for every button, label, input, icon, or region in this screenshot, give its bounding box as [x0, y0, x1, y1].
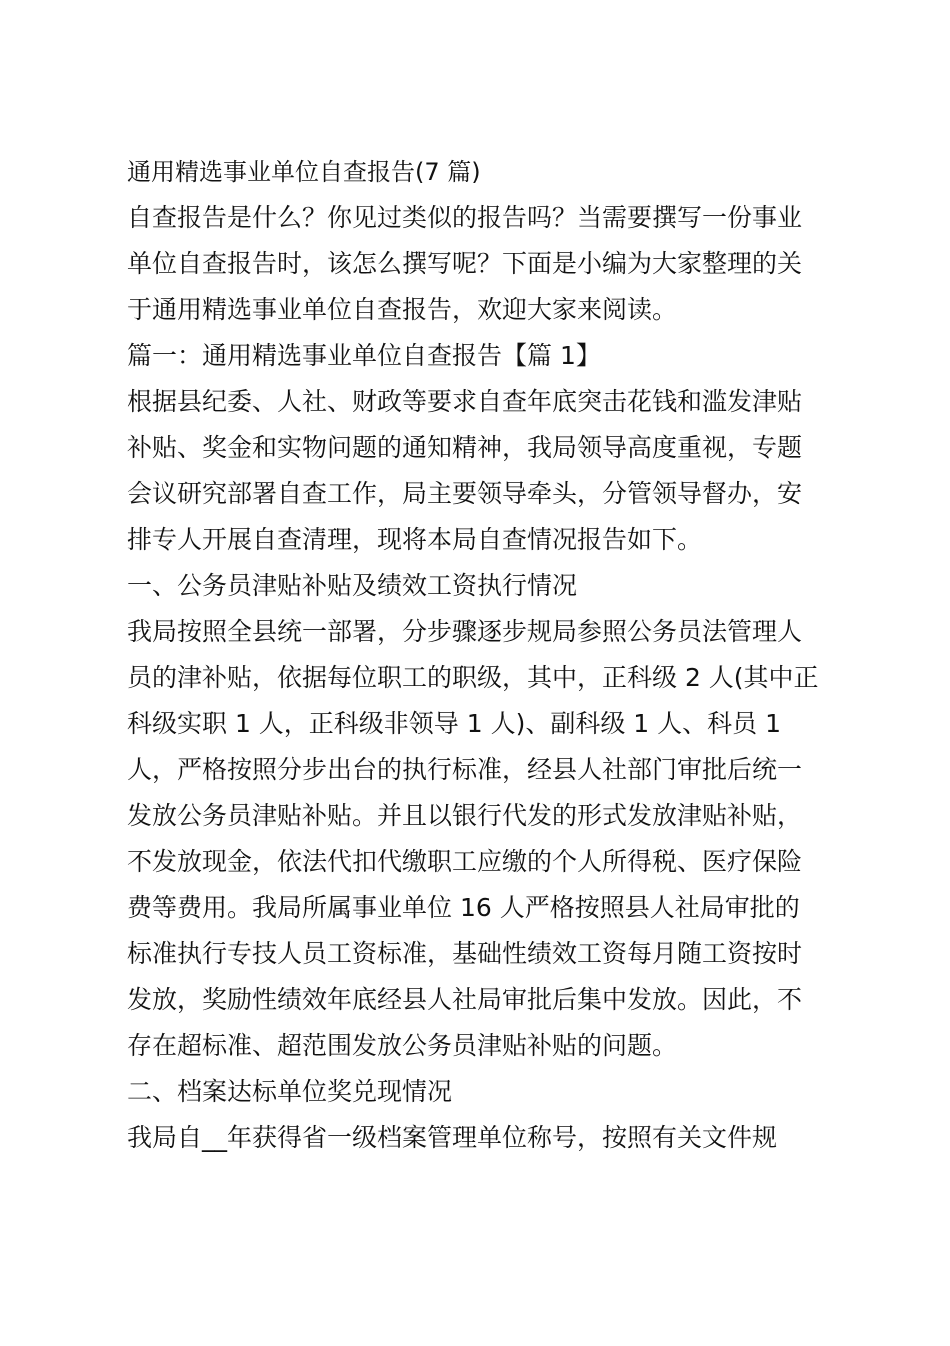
body-line: 不发放现金，依法代扣代缴职工应缴的个人所得税、医疗保险: [127, 847, 803, 876]
body-line: 排专人开展自查清理，现将本局自查情况报告如下。: [127, 525, 703, 554]
body-line: 根据县纪委、人社、财政等要求自查年底突击花钱和滥发津贴: [127, 387, 803, 416]
body-line: 发放，奖励性绩效年底经县人社局审批后集中发放。因此，不: [127, 985, 803, 1014]
section-heading: 篇一：通用精选事业单位自查报告【篇 1】: [127, 341, 601, 370]
body-line: 发放公务员津贴补贴。并且以银行代发的形式发放津贴补贴，: [127, 801, 803, 830]
body-line: 自查报告是什么？你见过类似的报告吗？当需要撰写一份事业: [127, 203, 803, 232]
body-line: 存在超标准、超范围发放公务员津贴补贴的问题。: [127, 1031, 678, 1060]
body-line: 标准执行专技人员工资标准，基础性绩效工资每月随工资按时: [127, 939, 803, 968]
body-line: 补贴、奖金和实物问题的通知精神，我局领导高度重视，专题: [127, 433, 803, 462]
section-heading: 二、档案达标单位奖兑现情况: [127, 1077, 453, 1106]
body-line: 会议研究部署自查工作，局主要领导牵头，分管领导督办，安: [127, 479, 803, 508]
document-title: 通用精选事业单位自查报告(7 篇): [127, 158, 481, 186]
body-line: 单位自查报告时，该怎么撰写呢？下面是小编为大家整理的关: [127, 249, 803, 278]
body-line: 费等费用。我局所属事业单位 16 人严格按照县人社局审批的: [127, 893, 800, 922]
body-line: 员的津补贴，依据每位职工的职级，其中，正科级 2 人(其中正: [127, 663, 819, 692]
body-line: 我局自__年获得省一级档案管理单位称号，按照有关文件规: [127, 1123, 778, 1152]
section-heading: 一、公务员津贴补贴及绩效工资执行情况: [127, 571, 578, 600]
body-line: 科级实职 1 人，正科级非领导 1 人)、副科级 1 人、科员 1: [127, 709, 782, 738]
body-line: 人，严格按照分步出台的执行标准，经县人社部门审批后统一: [127, 755, 803, 784]
body-line: 于通用精选事业单位自查报告，欢迎大家来阅读。: [127, 295, 678, 324]
body-line: 我局按照全县统一部署，分步骤逐步规局参照公务员法管理人: [127, 617, 803, 646]
